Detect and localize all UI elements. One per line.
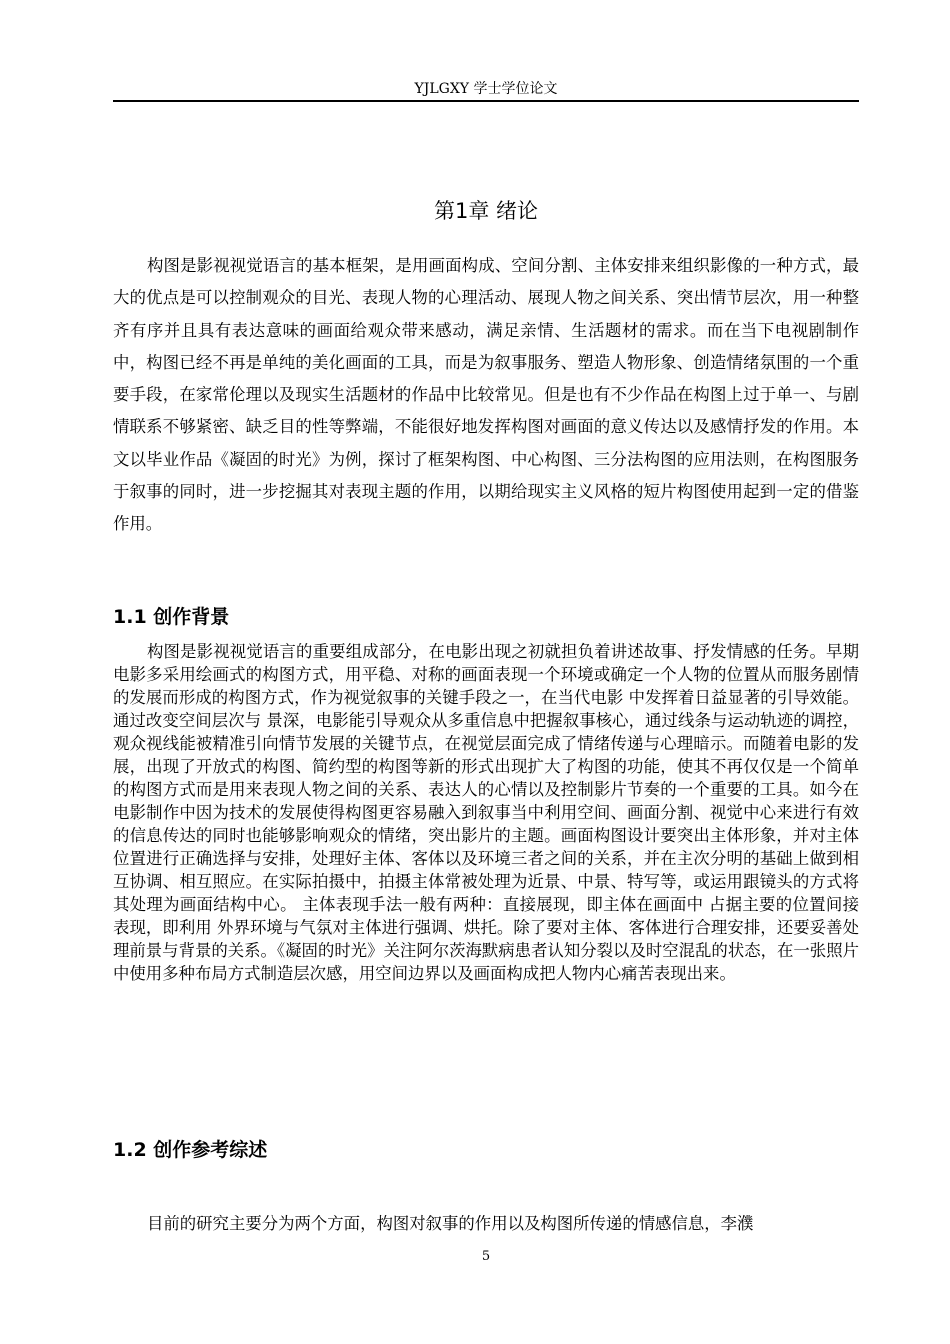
section-title-1-1: 1.1 创作背景 [113, 606, 230, 628]
intro-paragraph: 构图是影视视觉语言的基本框架，是用画面构成、空间分割、主体安排来组织影像的一种方式，最大的优点是可以控制观众的目光、表现人物的心理活动、展现人物之间关系、突出情节层次，用一种整齐有序并且具有表达意味的画面给观众带来感动，满足亲情、生活题材的需求。而在当下电视剧制作中，构图已经不再是单纯的美化画面的工具，而是为叙事服务、塑造人物形象、创造情绪氛围的一个重要手段，在家常伦理以及现实生活题材的作品中比较常见。但是也有不少作品在构图上过于单一、与剧情联系不够紧密、缺乏目的性等弊端，不能很好地发挥构图对画面的意义传达以及感情抒发的作用。本文以毕业作品《凝固的时光》为例，探讨了框架构图、中心构图、三分法构图的应用法则，在构图服务于叙事的同时，进一步挖掘其对表现主题的作用，以期给现实主义风格的短片构图使用起到一定的借鉴作用。 [113, 256, 859, 534]
header-rule [113, 100, 859, 102]
section-title-1-2: 1.2 创作参考综述 [113, 1139, 268, 1161]
page-number: 5 [481, 1249, 491, 1264]
chapter-title: 第1章 绪论 [433, 199, 539, 224]
section-1-2-paragraph: 目前的研究主要分为两个方面，构图对叙事的作用以及构图所传递的情感信息，李濮 [147, 1214, 754, 1233]
section-1-1-paragraph: 构图是影视视觉语言的重要组成部分，在电影出现之初就担负着讲述故事、抒发情感的任务。早期电影多采用绘画式的构图方式，用平稳、对称的画面表现一个环境或确定一个人物的位置从而服务剧情的发展而形成的构图方式，作为视觉叙事的关键手段之一，在当代电影 中发挥着日益显著的引导效能。通过改变空间层次与 景深，电影能引导观众从多重信息中把握叙事核心，通过线条与运动轨迹的调控，观众视线能被精准引向情节发展的关键节点，在视觉层面完成了情绪传递与心理暗示。而随着电影的发展，出现了开放式的构图、简约型的构图等新的形式出现扩大了构图的功能，使其不再仅仅是一个简单的构图方式而是用来表现人物之间的关系、表达人的心情以及控制影片节奏的一个重要的工具。如今在电影制作中因为技术的发展使得构图更容易融入到叙事当中利用空间、画面分割、视觉中心来进行有效的信息传达的同时也能够影响观众的情绪，突出影片的主题。画面构图设计要突出主体形象，并对主体位置进行正确选择与安排，处理好主体、客体以及环境三者之间的关系，并在主次分明的基础上做到相互协调、相互照应。在实际拍摄中，拍摄主体常被处理为近景、中景、特写等，或运用跟镜头的方式将其处理为画面结构中心。 主体表现手法一般有两种：直接展现，即主体在画面中 占据主要的位置间接表现，即利用 外界环境与气氛对主体进行强调、烘托。除了要对主体、客体进行合理安排，还要妥善处理前景与背景的关系。《凝固的时光》关注阿尔茨海默病患者认知分裂以及时空混乱的状态，在一张照片中使用多种布局方式制造层次感，用空间边界以及画面构成把人物内心痛苦表现出来。 [113, 642, 859, 983]
running-header: YJLGXY 学士学位论文 [414, 81, 558, 97]
